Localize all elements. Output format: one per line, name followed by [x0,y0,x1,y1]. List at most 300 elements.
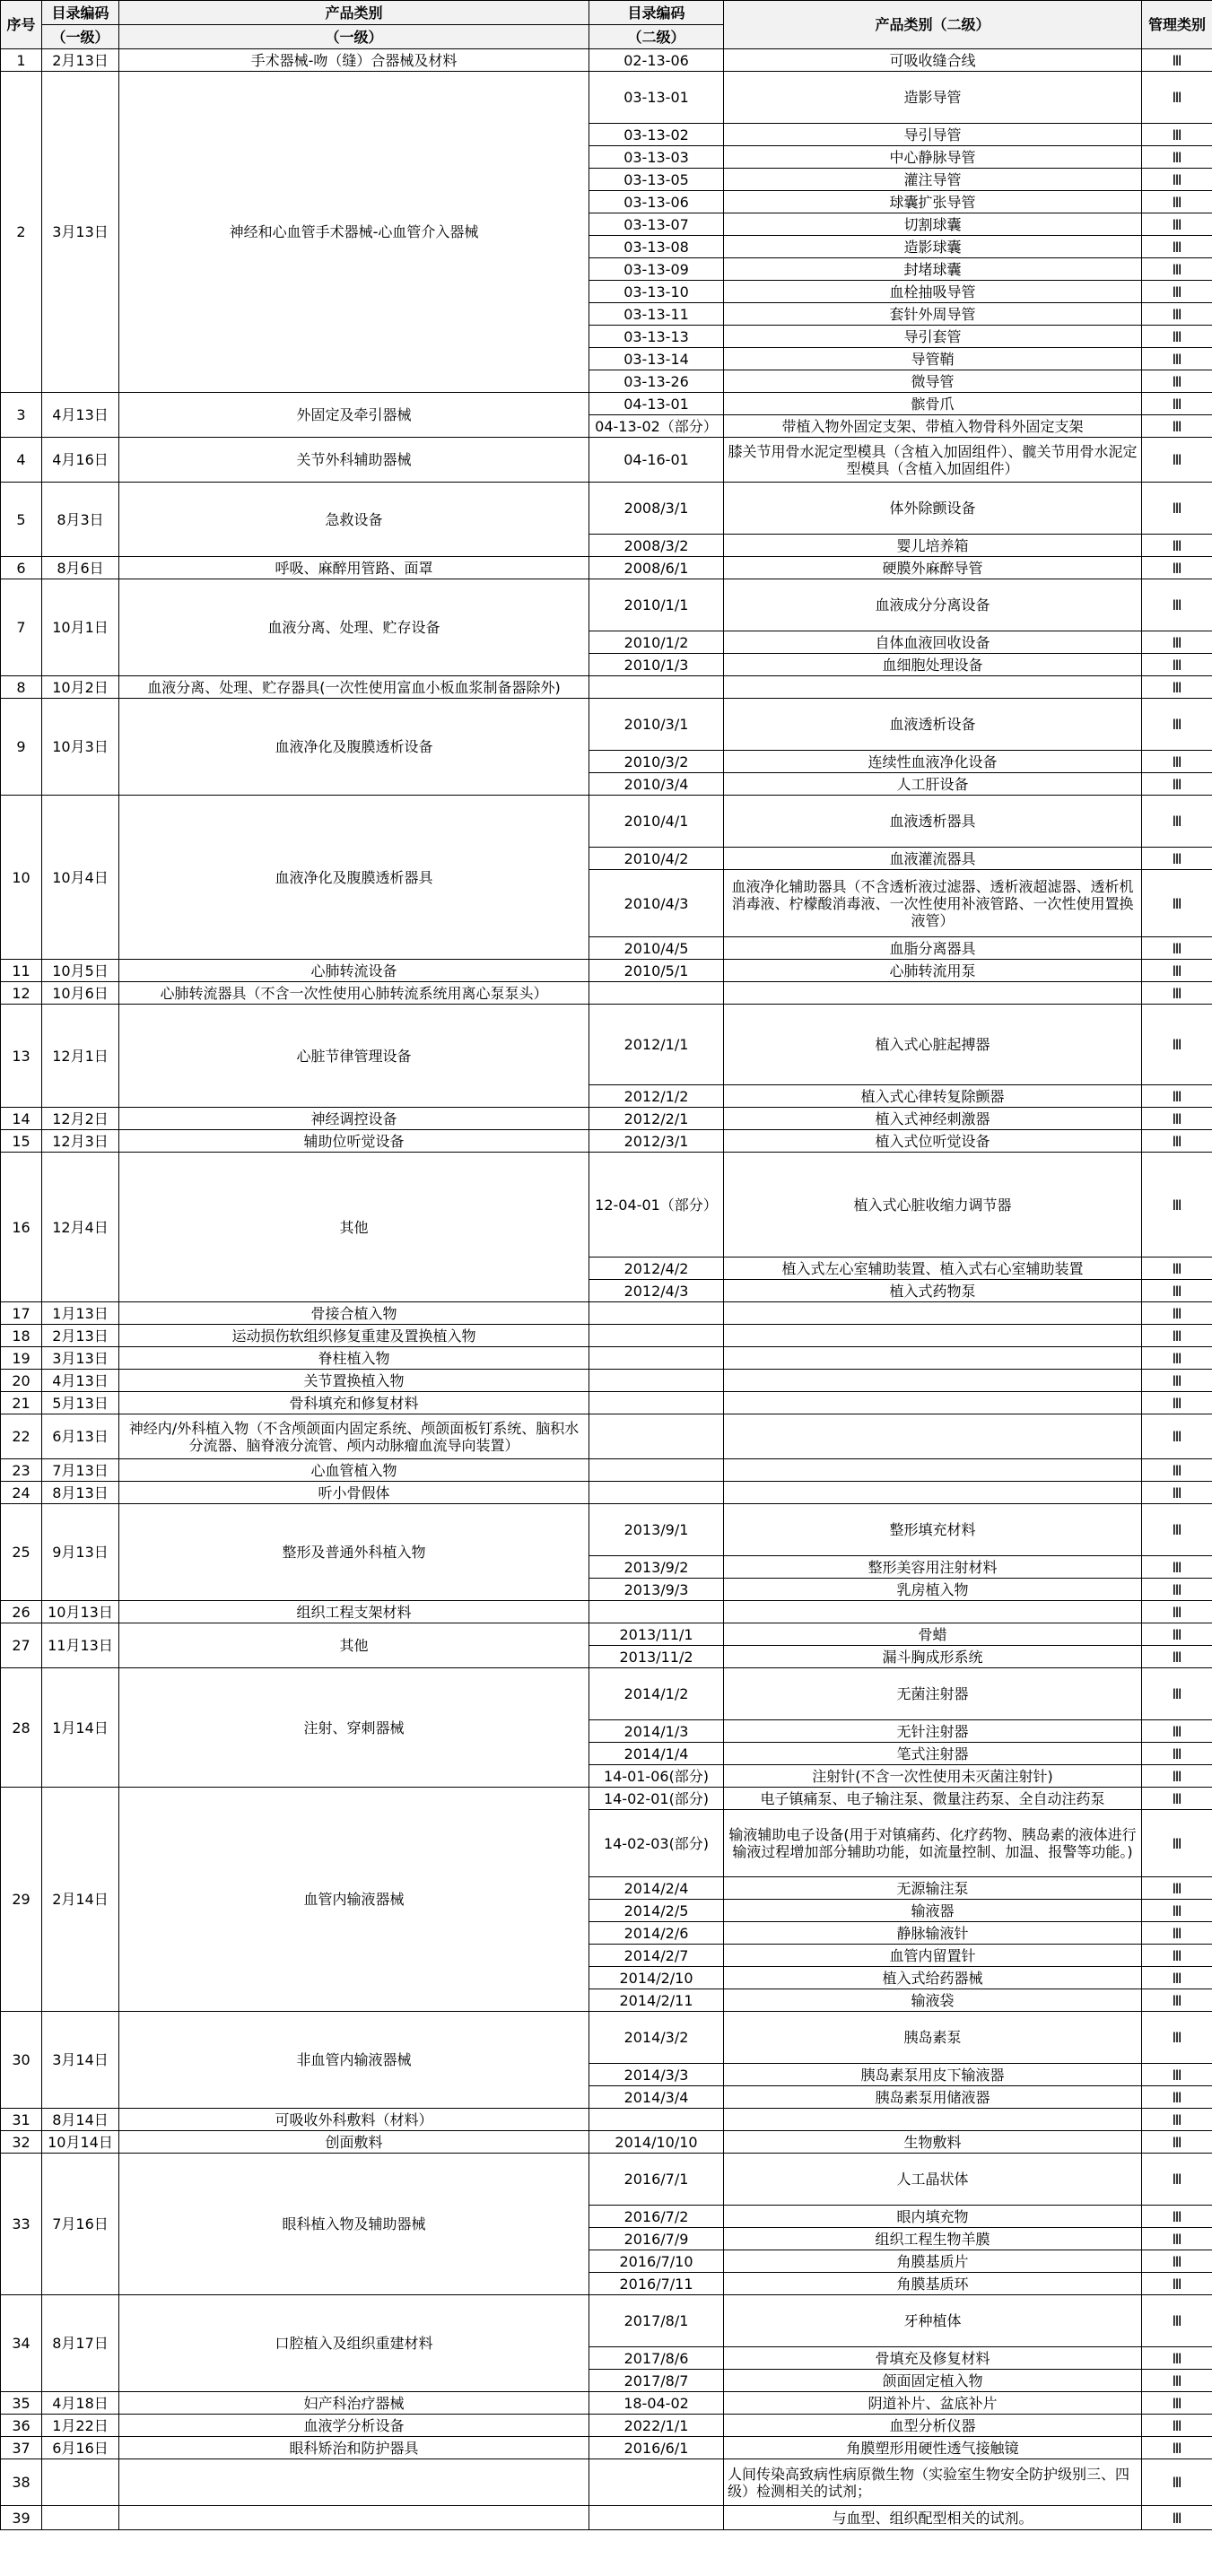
row-no: 8 [1,676,42,699]
row-mgmt: Ⅲ [1142,654,1212,676]
row-cat2: 血细胞处理设备 [724,654,1142,676]
row-cat2: 无菌注射器 [724,1668,1142,1720]
row-cat2 [724,1459,1142,1482]
row-mgmt: Ⅲ [1142,438,1212,483]
row-mgmt: Ⅲ [1142,579,1212,631]
row-cat2: 角膜基质环 [724,2273,1142,2295]
row-code1: 8月3日 [42,483,119,557]
row-mgmt: Ⅲ [1142,1967,1212,1989]
row-mgmt: Ⅲ [1142,2273,1212,2295]
table-row [1,2131,1212,2154]
row-mgmt: Ⅲ [1142,2109,1212,2131]
row-code2: 2010/4/2 [589,848,724,870]
row-code2: 2010/4/3 [589,870,724,937]
row-code2: 2016/7/9 [589,2228,724,2250]
row-cat2: 造影球囊 [724,236,1142,258]
row-no: 20 [1,1370,42,1392]
row-mgmt: Ⅲ [1142,1623,1212,1646]
row-cat1: 心血管植入物 [119,1459,589,1482]
row-cat2: 植入式心律转复除颤器 [724,1085,1142,1108]
row-code1: 10月1日 [42,579,119,676]
row-mgmt: Ⅲ [1142,676,1212,699]
row-code2: 2013/9/3 [589,1579,724,1601]
row-mgmt: Ⅲ [1142,258,1212,281]
row-code2: 03-13-09 [589,258,724,281]
row-code1: 12月3日 [42,1130,119,1153]
row-cat1: 血液净化及腹膜透析设备 [119,699,589,796]
row-cat1: 脊柱植入物 [119,1347,589,1370]
table-row [1,1788,1212,1810]
table-row [1,1392,1212,1414]
table-row [1,699,1212,751]
row-code2: 2014/2/11 [589,1989,724,2012]
row-cat2: 血脂分离器具 [724,937,1142,960]
row-mgmt: Ⅲ [1142,1258,1212,1280]
table-row [1,1482,1212,1504]
row-cat2 [724,1601,1142,1623]
row-cat1: 血管内输液器械 [119,1788,589,2012]
row-mgmt: Ⅲ [1142,982,1212,1005]
row-code1: 4月18日 [42,2392,119,2415]
row-cat1: 其他 [119,1623,589,1668]
row-no: 17 [1,1302,42,1325]
row-mgmt: Ⅲ [1142,2228,1212,2250]
row-cat2: 套针外周导管 [724,303,1142,326]
row-mgmt: Ⅲ [1142,1459,1212,1482]
row-cat2: 输液辅助电子设备(用于对镇痛药、化疗药物、胰岛素的液体进行输液过程增加部分辅助功能，如流量控制、加温、报警等功能。) [724,1810,1142,1877]
row-cat1: 心肺转流设备 [119,960,589,982]
row-cat2: 输液器 [724,1900,1142,1922]
table-row [1,1459,1212,1482]
row-cat1: 非血管内输液器械 [119,2012,589,2109]
row-cat2: 人工晶状体 [724,2154,1142,2206]
table-row [1,1414,1212,1459]
row-code2: 2016/7/2 [589,2206,724,2228]
row-mgmt: Ⅲ [1142,1370,1212,1392]
row-no: 18 [1,1325,42,1347]
row-code1: 4月13日 [42,1370,119,1392]
row-code2: 2014/1/3 [589,1720,724,1743]
table-row [1,2437,1212,2459]
row-mgmt: Ⅲ [1142,1945,1212,1967]
row-cat2: 导引套管 [724,326,1142,348]
row-mgmt: Ⅲ [1142,1414,1212,1459]
row-mgmt: Ⅲ [1142,1504,1212,1556]
row-cat2: 造影导管 [724,72,1142,124]
row-cat2: 中心静脉导管 [724,146,1142,169]
row-code1: 3月13日 [42,72,119,393]
row-cat2 [724,1392,1142,1414]
row-cat2: 人间传染高致病性病原微生物（实验室生物安全防护级别三、四级）检测相关的试剂； [724,2459,1142,2506]
header-cat1-sub: （一级） [119,25,589,49]
row-cat2: 带植入物外固定支架、带植入物骨科外固定支架 [724,415,1142,438]
row-mgmt: Ⅲ [1142,1788,1212,1810]
row-code2: 2017/8/1 [589,2295,724,2347]
header-code1-sub: （一级） [42,25,119,49]
row-mgmt: Ⅲ [1142,848,1212,870]
row-code2: 2008/3/2 [589,535,724,557]
row-mgmt: Ⅲ [1142,1989,1212,2012]
row-cat2: 电子镇痛泵、电子输注泵、微量注药泵、全自动注药泵 [724,1788,1142,1810]
row-no: 5 [1,483,42,557]
row-code1: 4月16日 [42,438,119,483]
row-no: 1 [1,49,42,72]
row-cat2: 胰岛素泵用储液器 [724,2086,1142,2109]
row-cat1: 手术器械-吻（缝）合器械及材料 [119,49,589,72]
table-row [1,438,1212,483]
row-code1: 7月13日 [42,1459,119,1482]
row-no: 33 [1,2154,42,2295]
row-code2: 2016/7/1 [589,2154,724,2206]
row-cat2: 角膜基质片 [724,2250,1142,2273]
row-cat2: 灌注导管 [724,169,1142,191]
row-no: 11 [1,960,42,982]
table-row [1,676,1212,699]
row-cat2 [724,676,1142,699]
table-row [1,2109,1212,2131]
row-no: 3 [1,393,42,438]
row-mgmt: Ⅲ [1142,281,1212,303]
table-row [1,1347,1212,1370]
row-cat1: 注射、穿刺器械 [119,1668,589,1788]
row-code2: 2010/3/2 [589,751,724,773]
row-cat2: 封堵球囊 [724,258,1142,281]
row-mgmt: Ⅲ [1142,2154,1212,2206]
row-code1: 6月13日 [42,1414,119,1459]
row-mgmt: Ⅲ [1142,191,1212,213]
table-row [1,960,1212,982]
row-cat2: 胰岛素泵用皮下输液器 [724,2064,1142,2086]
row-no: 36 [1,2415,42,2437]
row-mgmt: Ⅲ [1142,146,1212,169]
row-cat1: 血液净化及腹膜透析器具 [119,796,589,960]
row-code2 [589,1302,724,1325]
row-code2 [589,1601,724,1623]
row-no: 9 [1,699,42,796]
row-cat2: 组织工程生物羊膜 [724,2228,1142,2250]
row-mgmt: Ⅲ [1142,370,1212,393]
row-cat2: 切割球囊 [724,213,1142,236]
row-code1 [42,2506,119,2530]
row-code1: 5月13日 [42,1392,119,1414]
row-no: 24 [1,1482,42,1504]
row-cat2: 角膜塑形用硬性透气接触镜 [724,2437,1142,2459]
row-mgmt: Ⅲ [1142,1579,1212,1601]
row-cat2: 无针注射器 [724,1720,1142,1743]
header-no: 序号 [1,1,42,49]
row-code2: 04-13-01 [589,393,724,415]
row-cat2: 血液净化辅助器具（不含透析液过滤器、透析液超滤器、透析机消毒液、柠檬酸消毒液、一次性使用补液管路、一次性使用置换液管） [724,870,1142,937]
row-code2: 2014/1/4 [589,1743,724,1765]
row-code1: 9月13日 [42,1504,119,1601]
row-cat2: 血液透析器具 [724,796,1142,848]
row-no: 27 [1,1623,42,1668]
row-code2: 18-04-02 [589,2392,724,2415]
row-mgmt: Ⅲ [1142,2415,1212,2437]
row-mgmt: Ⅲ [1142,72,1212,124]
row-cat2 [724,2109,1142,2131]
row-code2: 03-13-11 [589,303,724,326]
row-code2: 04-13-02（部分） [589,415,724,438]
row-code2: 03-13-14 [589,348,724,370]
row-code2: 2014/2/4 [589,1877,724,1900]
row-code2: 2010/4/5 [589,937,724,960]
row-cat1: 组织工程支架材料 [119,1601,589,1623]
row-code1: 11月13日 [42,1623,119,1668]
row-mgmt: Ⅲ [1142,557,1212,579]
row-code1: 10月5日 [42,960,119,982]
row-code1: 1月14日 [42,1668,119,1788]
row-no: 16 [1,1153,42,1302]
row-mgmt: Ⅲ [1142,303,1212,326]
row-no: 7 [1,579,42,676]
row-no: 15 [1,1130,42,1153]
row-mgmt: Ⅲ [1142,1668,1212,1720]
row-mgmt: Ⅲ [1142,870,1212,937]
row-cat2: 骨填充及修复材料 [724,2347,1142,2370]
row-mgmt: Ⅲ [1142,483,1212,535]
row-mgmt: Ⅲ [1142,2086,1212,2109]
row-cat1: 神经和心血管手术器械-心血管介入器械 [119,72,589,393]
row-code1: 10月14日 [42,2131,119,2154]
row-cat1 [119,2459,589,2506]
row-code2: 03-13-02 [589,124,724,146]
row-code1: 2月13日 [42,1325,119,1347]
row-code1: 3月14日 [42,2012,119,2109]
row-cat1: 创面敷料 [119,2131,589,2154]
table-row [1,2295,1212,2347]
row-mgmt: Ⅲ [1142,1347,1212,1370]
row-mgmt: Ⅲ [1142,1922,1212,1945]
row-code2: 2012/1/1 [589,1005,724,1085]
row-code2: 2010/1/2 [589,631,724,654]
row-mgmt: Ⅲ [1142,2012,1212,2064]
row-cat2 [724,1347,1142,1370]
row-mgmt: Ⅲ [1142,2437,1212,2459]
row-mgmt: Ⅲ [1142,169,1212,191]
catalog-body [1,49,1212,2530]
row-cat2: 血型分析仪器 [724,2415,1142,2437]
table-row [1,1005,1212,1085]
row-code2 [589,1482,724,1504]
table-row [1,1370,1212,1392]
row-mgmt: Ⅲ [1142,1556,1212,1579]
row-code2: 2013/11/1 [589,1623,724,1646]
row-code1: 12月2日 [42,1108,119,1130]
row-code2: 03-13-03 [589,146,724,169]
row-cat2 [724,1414,1142,1459]
table-row [1,1108,1212,1130]
row-mgmt: Ⅲ [1142,2459,1212,2506]
row-code1: 8月13日 [42,1482,119,1504]
table-row [1,557,1212,579]
row-code2: 2010/3/1 [589,699,724,751]
row-code2: 2012/1/2 [589,1085,724,1108]
row-mgmt: Ⅲ [1142,1877,1212,1900]
row-cat1: 骨接合植入物 [119,1302,589,1325]
row-cat2: 骨蜡 [724,1623,1142,1646]
row-no: 23 [1,1459,42,1482]
row-mgmt: Ⅲ [1142,1765,1212,1788]
row-cat1: 关节置换植入物 [119,1370,589,1392]
table-row [1,796,1212,848]
row-cat2: 植入式神经刺激器 [724,1108,1142,1130]
row-mgmt: Ⅲ [1142,535,1212,557]
row-no: 28 [1,1668,42,1788]
row-code2 [589,1414,724,1459]
row-code2: 12-04-01（部分） [589,1153,724,1258]
table-row [1,982,1212,1005]
row-code1: 12月4日 [42,1153,119,1302]
row-cat1: 外固定及牵引器械 [119,393,589,438]
row-cat2: 血栓抽吸导管 [724,281,1142,303]
row-cat1: 辅助位听觉设备 [119,1130,589,1153]
table-row [1,1623,1212,1646]
row-mgmt: Ⅲ [1142,1646,1212,1668]
row-cat2: 无源输注泵 [724,1877,1142,1900]
row-code2: 2012/4/3 [589,1280,724,1302]
row-code2 [589,1392,724,1414]
row-code1: 3月13日 [42,1347,119,1370]
table-row [1,2392,1212,2415]
table-row [1,1130,1212,1153]
row-no: 38 [1,2459,42,2506]
row-mgmt: Ⅲ [1142,1900,1212,1922]
row-cat2: 眼内填充物 [724,2206,1142,2228]
row-mgmt: Ⅲ [1142,1482,1212,1504]
row-cat1: 神经内/外科植入物（不含颅颌面内固定系统、颅颌面板钉系统、脑积水分流器、脑脊液分流管、颅内动脉瘤血流导向装置） [119,1414,589,1459]
row-code2: 03-13-07 [589,213,724,236]
row-code2: 2010/1/1 [589,579,724,631]
row-cat1: 眼科矫治和防护器具 [119,2437,589,2459]
table-row [1,72,1212,124]
row-mgmt: Ⅲ [1142,2250,1212,2273]
row-mgmt: Ⅲ [1142,415,1212,438]
row-mgmt: Ⅲ [1142,1085,1212,1108]
row-no: 34 [1,2295,42,2392]
row-code2: 2008/3/1 [589,483,724,535]
row-no: 12 [1,982,42,1005]
row-cat2 [724,1302,1142,1325]
row-code2: 2014/2/7 [589,1945,724,1967]
row-mgmt: Ⅲ [1142,236,1212,258]
header-mgmt: 管理类别 [1142,1,1212,49]
row-cat1: 可吸收外科敷料（材料） [119,2109,589,2131]
row-no: 37 [1,2437,42,2459]
row-no: 31 [1,2109,42,2131]
table-row [1,2012,1212,2064]
row-code2: 2010/3/4 [589,773,724,796]
row-cat2: 牙种植体 [724,2295,1142,2347]
row-no: 2 [1,72,42,393]
row-cat1: 眼科植入物及辅助器械 [119,2154,589,2295]
row-mgmt: Ⅲ [1142,1743,1212,1765]
row-cat2: 生物敷料 [724,2131,1142,2154]
row-no: 14 [1,1108,42,1130]
row-cat2: 阴道补片、盆底补片 [724,2392,1142,2415]
row-code2: 2014/3/4 [589,2086,724,2109]
row-cat1: 骨科填充和修复材料 [119,1392,589,1414]
row-mgmt: Ⅲ [1142,49,1212,72]
row-no: 21 [1,1392,42,1414]
row-cat2: 输液袋 [724,1989,1142,2012]
row-code2 [589,1459,724,1482]
row-mgmt: Ⅲ [1142,960,1212,982]
row-cat2: 植入式心脏起搏器 [724,1005,1142,1085]
row-cat2: 球囊扩张导管 [724,191,1142,213]
table-row [1,2459,1212,2506]
table-row [1,1504,1212,1556]
row-code2: 03-13-13 [589,326,724,348]
row-code2: 03-13-10 [589,281,724,303]
row-cat2: 血液成分分离设备 [724,579,1142,631]
row-no: 35 [1,2392,42,2415]
row-cat2: 植入式位听觉设备 [724,1130,1142,1153]
row-cat2: 自体血液回收设备 [724,631,1142,654]
row-mgmt: Ⅲ [1142,751,1212,773]
row-code1: 10月3日 [42,699,119,796]
row-cat2: 硬膜外麻醉导管 [724,557,1142,579]
row-code1: 10月6日 [42,982,119,1005]
row-cat1: 其他 [119,1153,589,1302]
row-code2: 03-13-06 [589,191,724,213]
row-mgmt: Ⅲ [1142,124,1212,146]
row-code1: 1月22日 [42,2415,119,2437]
table-row [1,1601,1212,1623]
row-mgmt: Ⅲ [1142,2506,1212,2530]
row-code1: 10月2日 [42,676,119,699]
row-cat1: 关节外科辅助器械 [119,438,589,483]
row-code2: 2013/9/2 [589,1556,724,1579]
row-mgmt: Ⅲ [1142,631,1212,654]
row-code2 [589,1370,724,1392]
row-code2 [589,1325,724,1347]
row-cat1: 妇产科治疗器械 [119,2392,589,2415]
row-code1: 10月13日 [42,1601,119,1623]
row-code2: 2014/2/6 [589,1922,724,1945]
row-code1: 10月4日 [42,796,119,960]
row-no: 32 [1,2131,42,2154]
row-mgmt: Ⅲ [1142,937,1212,960]
row-cat1: 急救设备 [119,483,589,557]
row-cat2 [724,1482,1142,1504]
row-code2 [589,982,724,1005]
row-mgmt: Ⅲ [1142,1601,1212,1623]
row-cat2: 导管鞘 [724,348,1142,370]
row-code1: 6月16日 [42,2437,119,2459]
row-cat2: 婴儿培养箱 [724,535,1142,557]
table-row [1,2506,1212,2530]
row-code1: 12月1日 [42,1005,119,1108]
table-row [1,483,1212,535]
row-code2 [589,2109,724,2131]
row-code2: 2014/10/10 [589,2131,724,2154]
row-mgmt: Ⅲ [1142,1130,1212,1153]
row-code2: 03-13-01 [589,72,724,124]
row-mgmt: Ⅲ [1142,2295,1212,2347]
row-cat1: 听小骨假体 [119,1482,589,1504]
row-code1: 2月13日 [42,49,119,72]
row-code2: 02-13-06 [589,49,724,72]
table-row [1,393,1212,415]
row-cat2: 血液灌流器具 [724,848,1142,870]
row-mgmt: Ⅲ [1142,1108,1212,1130]
table-row [1,1325,1212,1347]
row-mgmt: Ⅲ [1142,773,1212,796]
row-cat2: 血管内留置针 [724,1945,1142,1967]
row-mgmt: Ⅲ [1142,1005,1212,1085]
row-mgmt: Ⅲ [1142,796,1212,848]
